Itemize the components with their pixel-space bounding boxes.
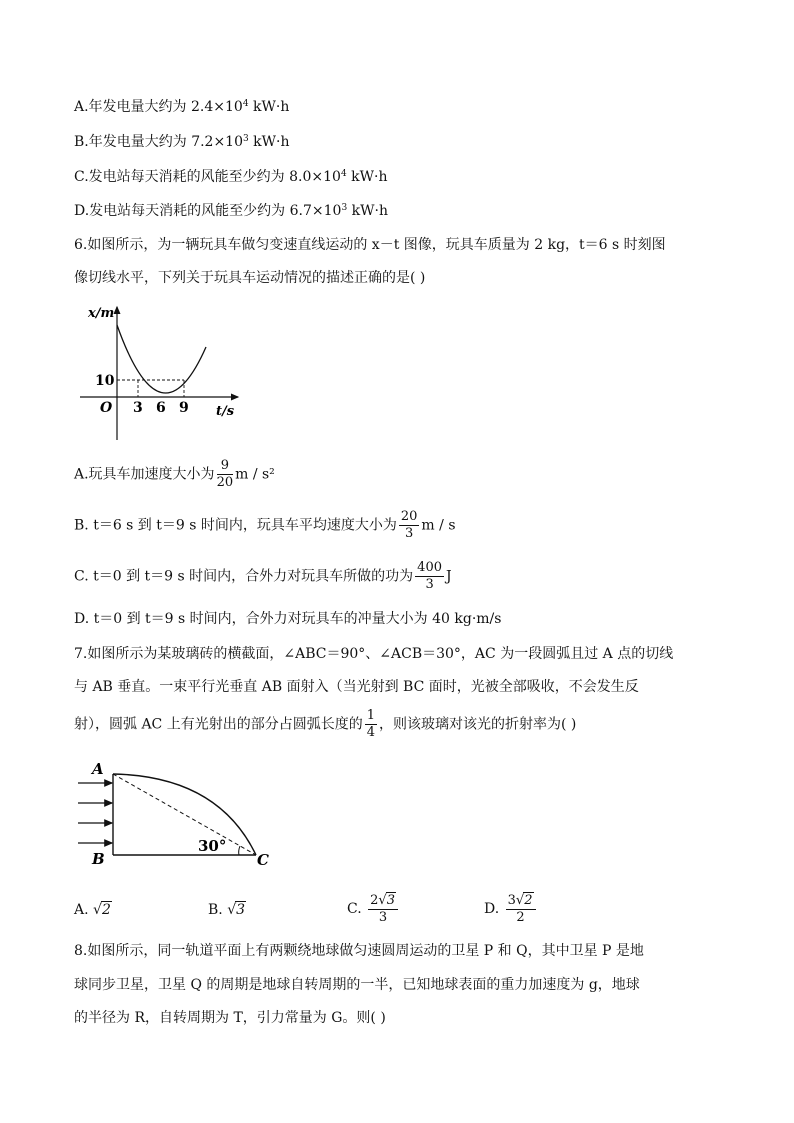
q7-stem-line1: 7.如图所示为某玻璃砖的横截面，∠ABC＝90°、∠ACB＝30°，AC 为一段圆弧且过 A 点的切线: [74, 646, 674, 662]
y-axis-label: x/m: [88, 306, 115, 321]
q7-option-d-fraction: [506, 892, 536, 926]
q6-option-a-fraction: [217, 458, 234, 491]
q5-option-a-unit: kW·h: [248, 99, 290, 115]
numerator-coefficient: 3: [507, 893, 516, 908]
q6-option-a-text: A.玩具车加速度大小为: [74, 466, 215, 483]
q6-option-d: D. t＝0 到 t＝9 s 时间内，合外力对玩具车的冲量大小为 40 kg·m/s: [74, 611, 502, 627]
q5-option-d-exponent: 3: [341, 203, 348, 213]
q5-option-c-exponent: 4: [340, 169, 347, 179]
fraction-denominator: 3: [405, 526, 414, 541]
q7-option-b-radicand: 3: [236, 902, 246, 918]
x-tick-3: 3: [133, 400, 143, 416]
q6-option-c-text: C. t＝0 到 t＝9 s 时间内，合外力对玩具车所做的功为: [74, 568, 414, 585]
q5-option-b-exponent: 3: [243, 134, 249, 144]
q7-option-a: A. √2: [74, 902, 111, 918]
q7-glass-figure: [70, 758, 280, 870]
q7-fraction: [365, 708, 377, 741]
q8-stem-line2: 球同步卫星，卫星 Q 的周期是地球自转周期的一半，已知地球表面的重力加速度为 g，地球: [74, 977, 640, 993]
fraction-numerator: 1: [366, 708, 376, 723]
q7-option-b: B. √3: [208, 902, 246, 918]
q6-xt-graph: [70, 295, 260, 445]
q7-stem-line3-text: 射），圆弧 AC 上有光射出的部分占圆弧长度的: [74, 716, 363, 733]
x-tick-9: 9: [179, 400, 189, 416]
fraction-denominator: 3: [425, 577, 434, 592]
parabola-curve: [117, 325, 206, 393]
angle-label: 30°: [198, 837, 227, 855]
q5-option-d-unit: kW·h: [347, 203, 388, 219]
fraction-numerator: 400: [417, 560, 442, 575]
q6-stem-line1: 6.如图所示，为一辆玩具车做匀变速直线运动的 x－t 图像，玩具车质量为 2 kg，t＝6 s 时刻图: [74, 237, 666, 253]
label-a: A: [92, 760, 104, 778]
q5-option-b: [74, 132, 290, 152]
q5-option-b-unit: kW·h: [248, 134, 290, 150]
q7-option-d: [484, 892, 538, 926]
q6-stem-line2: 像切线水平，下列关于玩具车运动情况的描述正确的是( ): [74, 270, 426, 286]
q7-stem-line3: [74, 708, 576, 741]
x-tick-6: 6: [156, 400, 166, 416]
q8-stem-line3: 的半径为 R，自转周期为 T，引力常量为 G。则( ): [74, 1010, 386, 1026]
fraction-denominator: 3: [378, 910, 388, 925]
fraction-denominator: 20: [216, 475, 234, 490]
q7-option-a-radicand: 2: [101, 902, 111, 918]
q5-option-b-text: B.年发电量大约为 7.2×10: [74, 134, 243, 150]
q7-option-a-label: A.: [74, 902, 94, 918]
q6-option-c-fraction: [415, 560, 444, 593]
label-c: C: [257, 851, 269, 869]
q5-option-c-text: C.发电站每天消耗的风能至少约为 8.0×10: [74, 169, 341, 185]
label-b: B: [92, 850, 105, 868]
q5-option-a: [74, 97, 289, 117]
q5-option-c: [74, 167, 387, 187]
angle-arc: [239, 846, 240, 855]
chord-ac: [113, 774, 256, 855]
fraction-denominator: 2: [516, 910, 525, 925]
y-tick-10: 10: [95, 373, 115, 389]
q5-option-a-exponent: 4: [242, 99, 249, 109]
q5-option-d: [74, 201, 388, 221]
q7-option-c: [347, 892, 400, 926]
fraction-numerator: 20: [400, 509, 418, 524]
q5-option-c-unit: kW·h: [346, 169, 388, 185]
numerator-radicand: 3: [386, 893, 395, 908]
q6-option-a: [74, 458, 275, 491]
q7-stem-line3-end: ，则该玻璃对该光的折射率为( ): [379, 716, 577, 733]
q6-option-c: [74, 560, 452, 593]
fraction-numerator: 9: [217, 458, 234, 475]
q6-option-c-unit: J: [446, 568, 452, 585]
q6-option-b-unit: m / s: [421, 517, 456, 534]
q6-option-a-unit: m / s²: [235, 466, 275, 483]
q7-option-c-label: C.: [347, 901, 367, 917]
q7-option-d-label: D.: [484, 901, 504, 917]
q7-stem-line2: 与 AB 垂直。一束平行光垂直 AB 面射入（当光射到 BC 面时，光被全部吸收，不会发生反: [74, 679, 639, 695]
numerator-radicand: 2: [524, 893, 533, 908]
origin-label: O: [100, 400, 113, 416]
q5-option-d-text: D.发电站每天消耗的风能至少约为 6.7×10: [74, 203, 342, 219]
fraction-numerator: 2√3: [368, 892, 398, 910]
numerator-coefficient: 2: [370, 893, 379, 908]
q8-stem-line1: 8.如图所示，同一轨道平面上有两颗绕地球做匀速圆周运动的卫星 P 和 Q，其中卫星 P 是地: [74, 943, 644, 959]
q6-option-b: [74, 509, 456, 542]
fraction-numerator: 3√2: [506, 892, 536, 910]
fraction-denominator: 4: [366, 725, 376, 740]
q5-option-a-text: A.年发电量大约为 2.4×10: [74, 99, 243, 115]
q6-option-b-text: B. t＝6 s 到 t＝9 s 时间内，玩具车平均速度大小为: [74, 517, 397, 534]
x-axis-label: t/s: [216, 404, 235, 419]
q7-option-b-label: B.: [208, 902, 228, 918]
q6-option-b-fraction: [399, 509, 420, 542]
q7-option-c-fraction: [368, 892, 398, 926]
